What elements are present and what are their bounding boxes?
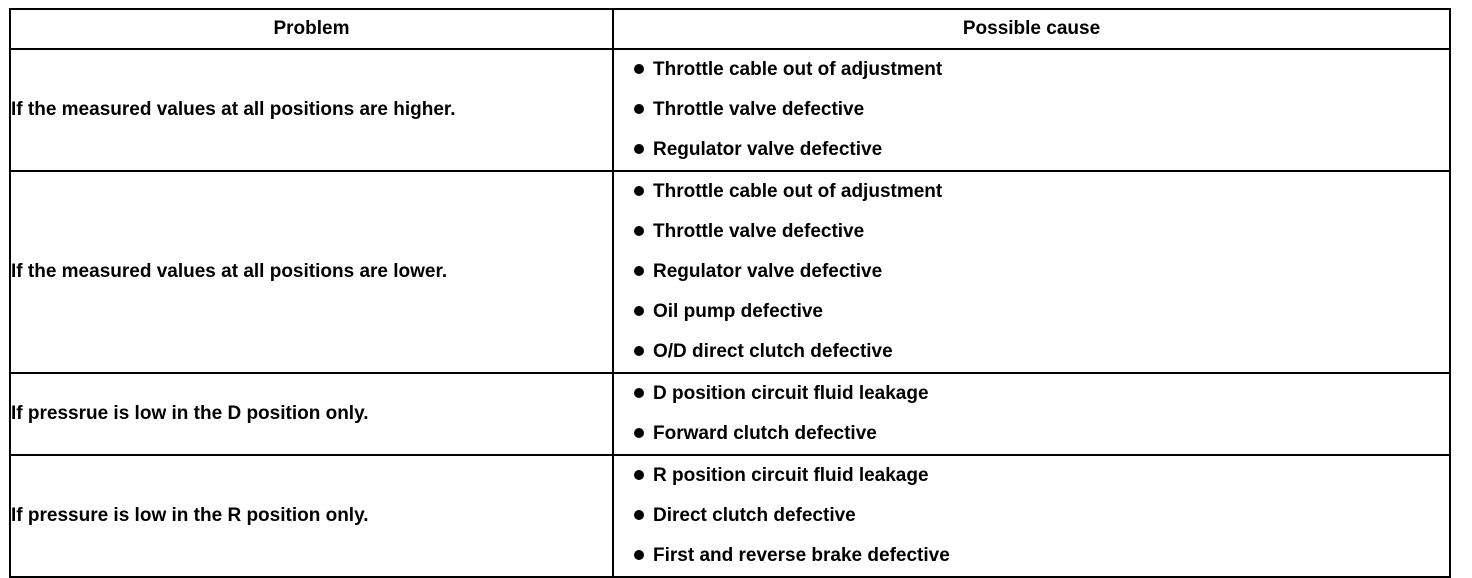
cause-text: Forward clutch defective — [653, 423, 877, 444]
cause-item — [614, 212, 1449, 252]
bullet-icon — [634, 388, 644, 398]
cause-item — [614, 90, 1449, 130]
causes-cell — [613, 455, 1450, 577]
cause-text: Throttle cable out of adjustment — [653, 181, 943, 202]
causes-cell — [613, 49, 1450, 171]
header-row — [10, 9, 1450, 49]
problem-column-header: Problem — [10, 9, 613, 49]
cause-item — [614, 536, 1449, 576]
cause-item — [614, 456, 1449, 496]
cause-item — [614, 332, 1449, 372]
bullet-icon — [634, 510, 644, 520]
bullet-icon — [634, 144, 644, 154]
cause-text: R position circuit fluid leakage — [653, 465, 929, 486]
problem-cell: If the measured values at all positions are higher. — [10, 49, 613, 171]
cause-text: Direct clutch defective — [653, 505, 856, 526]
cause-list — [614, 50, 1449, 170]
problem-cell: If the measured values at all positions are lower. — [10, 171, 613, 373]
cause-item — [614, 50, 1449, 90]
table-row — [10, 49, 1450, 171]
cause-text: Throttle valve defective — [653, 221, 865, 242]
cause-text: Throttle cable out of adjustment — [653, 59, 943, 80]
cause-text: Throttle valve defective — [653, 99, 865, 120]
bullet-icon — [634, 186, 644, 196]
cause-item — [614, 130, 1449, 170]
bullet-icon — [634, 64, 644, 74]
problem-cell: If pressure is low in the R position only. — [10, 455, 613, 577]
cause-text: Oil pump defective — [653, 301, 823, 322]
cause-list — [614, 374, 1449, 454]
bullet-icon — [634, 470, 644, 480]
cause-text: Regulator valve defective — [653, 261, 883, 282]
bullet-icon — [634, 266, 644, 276]
cause-text: D position circuit fluid leakage — [653, 383, 929, 404]
bullet-icon — [634, 428, 644, 438]
cause-item — [614, 374, 1449, 414]
bullet-icon — [634, 550, 644, 560]
cause-list — [614, 456, 1449, 576]
bullet-icon — [634, 306, 644, 316]
cause-item — [614, 292, 1449, 332]
causes-cell — [613, 171, 1450, 373]
problem-cell: If pressrue is low in the D position only. — [10, 373, 613, 455]
cause-text: O/D direct clutch defective — [653, 341, 893, 362]
cause-item — [614, 414, 1449, 454]
table-row — [10, 373, 1450, 455]
cause-item — [614, 172, 1449, 212]
bullet-icon — [634, 226, 644, 236]
cause-item — [614, 252, 1449, 292]
possible-cause-column-header: Possible cause — [613, 9, 1450, 49]
cause-text: Regulator valve defective — [653, 139, 883, 160]
troubleshooting-table — [9, 8, 1451, 578]
cause-item — [614, 496, 1449, 536]
troubleshooting-sheet — [9, 8, 1449, 578]
bullet-icon — [634, 104, 644, 114]
table-row — [10, 455, 1450, 577]
cause-list — [614, 172, 1449, 372]
bullet-icon — [634, 346, 644, 356]
table-row — [10, 171, 1450, 373]
cause-text: First and reverse brake defective — [653, 545, 950, 566]
causes-cell — [613, 373, 1450, 455]
